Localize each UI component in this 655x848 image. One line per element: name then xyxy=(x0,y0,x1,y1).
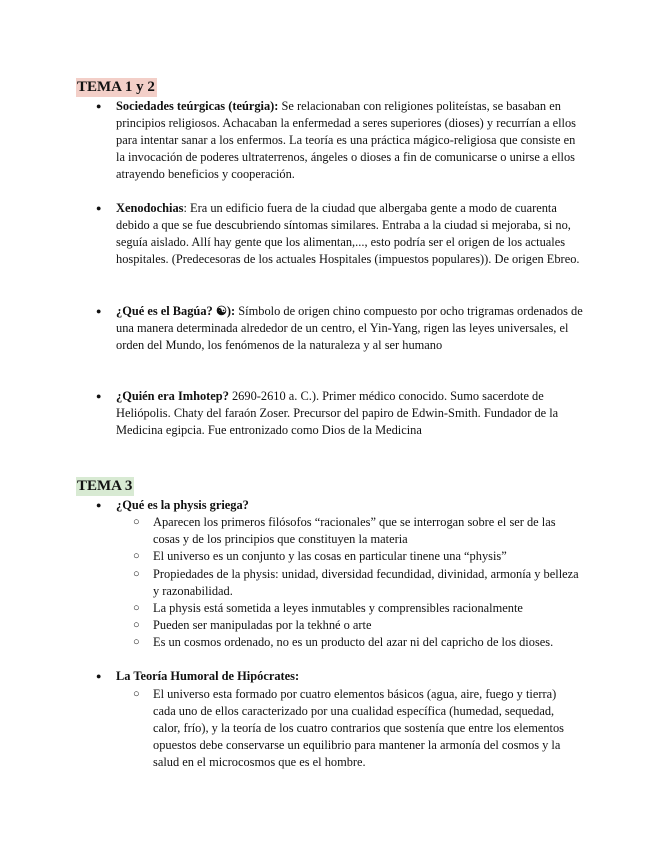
definition-text: 2690-2610 a. C.). Primer médico conocido. Sumo sacerdote de Heliópolis. Chaty del faraón Zoser. Precursor del papiro de Edwin-Smith. Fundador de la Medicina egipcia. Fue entronizado como Dios de la Medicina xyxy=(116,389,559,437)
list-item-sociedades-teurgicas xyxy=(96,98,584,183)
sub-item: ○ La physis está sometida a leyes inmutables y comprensibles racionalmente xyxy=(133,601,523,615)
section-heading-tema-3: TEMA 3 xyxy=(77,478,133,494)
sub-item: ○ El universo esta formado por cuatro elementos básicos (agua, aire, fuego y tierra) cada uno de ellos caracterizado por una cualidad específica (humedad, sequedad, calor, frío), y la teoría de los cuatro contrarios que sostenía que entre los elementos opuestos debe conservarse un equilibrio para mantener la armonía del cosmos y la salud en el microcosmos que es el hombre. xyxy=(133,687,565,769)
circle-bullet-icon: ○ xyxy=(133,602,140,614)
list-item-teoria-humoral xyxy=(96,668,584,685)
circle-bullet-icon: ○ xyxy=(133,550,140,562)
sub-item: ○ Es un cosmos ordenado, no es un producto del azar ni del capricho de los dioses. xyxy=(133,635,554,649)
term-imhotep: ¿Quién era Imhotep? xyxy=(116,389,229,403)
list-item-xenodochias xyxy=(96,200,584,268)
definition-text: : Era un edificio fuera de la ciudad que albergaba gente a modo de cuarenta debido a que se fue descubriendo síntomas similares. Entraba a la ciudad si mejoraba, si no, seguía aislado. Allí hay gente que los alimentan,..., esto podría ser el origen de los actuales hospitales. (Predecesoras de los actuales Hospitales (impuestos populares)). De origen Ebreo. xyxy=(116,201,580,266)
term-bagua: ¿Qué es el Bagúa? ☯): xyxy=(116,304,236,318)
bullet-icon: ● xyxy=(96,500,102,510)
circle-bullet-icon: ○ xyxy=(133,688,140,700)
circle-bullet-icon: ○ xyxy=(133,568,140,580)
definition-text: Se relacionaban con religiones politeístas, se basaban en principios religiosos. Achacaban la enfermedad a seres superiores (dioses) y recurrían a ellos para intentar sanar a los enfermos. La teoría es una práctica mágico-religiosa que consiste en la invocación de poderes ultraterrenos, ángeles o dioses a fin de comunicarse o unirse a ellos atrayendo beneficios y cooperación. xyxy=(116,99,577,181)
bullet-icon: ● xyxy=(96,391,102,401)
sub-item: ○ Pueden ser manipuladas por la tekhné o arte xyxy=(133,618,372,632)
section-heading-tema-1-2: TEMA 1 y 2 xyxy=(77,79,155,95)
term-xenodochias: Xenodochias xyxy=(116,201,184,215)
circle-bullet-icon: ○ xyxy=(133,619,140,631)
sub-item: ○ El universo es un conjunto y las cosas en particular tinene una “physis” xyxy=(133,549,507,563)
list-item-imhotep xyxy=(96,388,584,439)
list-item-physis xyxy=(96,497,584,514)
term-sociedades-teurgicas: Sociedades teúrgicas (teúrgia): xyxy=(116,99,279,113)
circle-bullet-icon: ○ xyxy=(133,636,140,648)
circle-bullet-icon: ○ xyxy=(133,516,140,528)
term-teoria-humoral: La Teoría Humoral de Hipócrates: xyxy=(116,669,300,683)
bullet-icon: ● xyxy=(96,203,102,213)
definition-text: Símbolo de origen chino compuesto por ocho trigramas ordenados de una manera determinada alrededor de un centro, el Yin-Yang, rigen las leyes universales, el orden del Mundo, los fenómenos de la naturaleza y al ser humano xyxy=(116,304,583,352)
sub-item: ○ Propiedades de la physis: unidad, diversidad fecundidad, divinidad, armonía y belleza y razonabilidad. xyxy=(133,567,579,598)
bullet-icon: ● xyxy=(96,306,102,316)
list-item-bagua xyxy=(96,303,584,354)
bullet-icon: ● xyxy=(96,671,102,681)
sub-item: ○ Aparecen los primeros filósofos “racionales” que se interrogan sobre el ser de las cosas y de los principios que constituyen la materia xyxy=(133,515,556,546)
term-physis: ¿Qué es la physis griega? xyxy=(116,498,249,512)
bullet-icon: ● xyxy=(96,101,102,111)
